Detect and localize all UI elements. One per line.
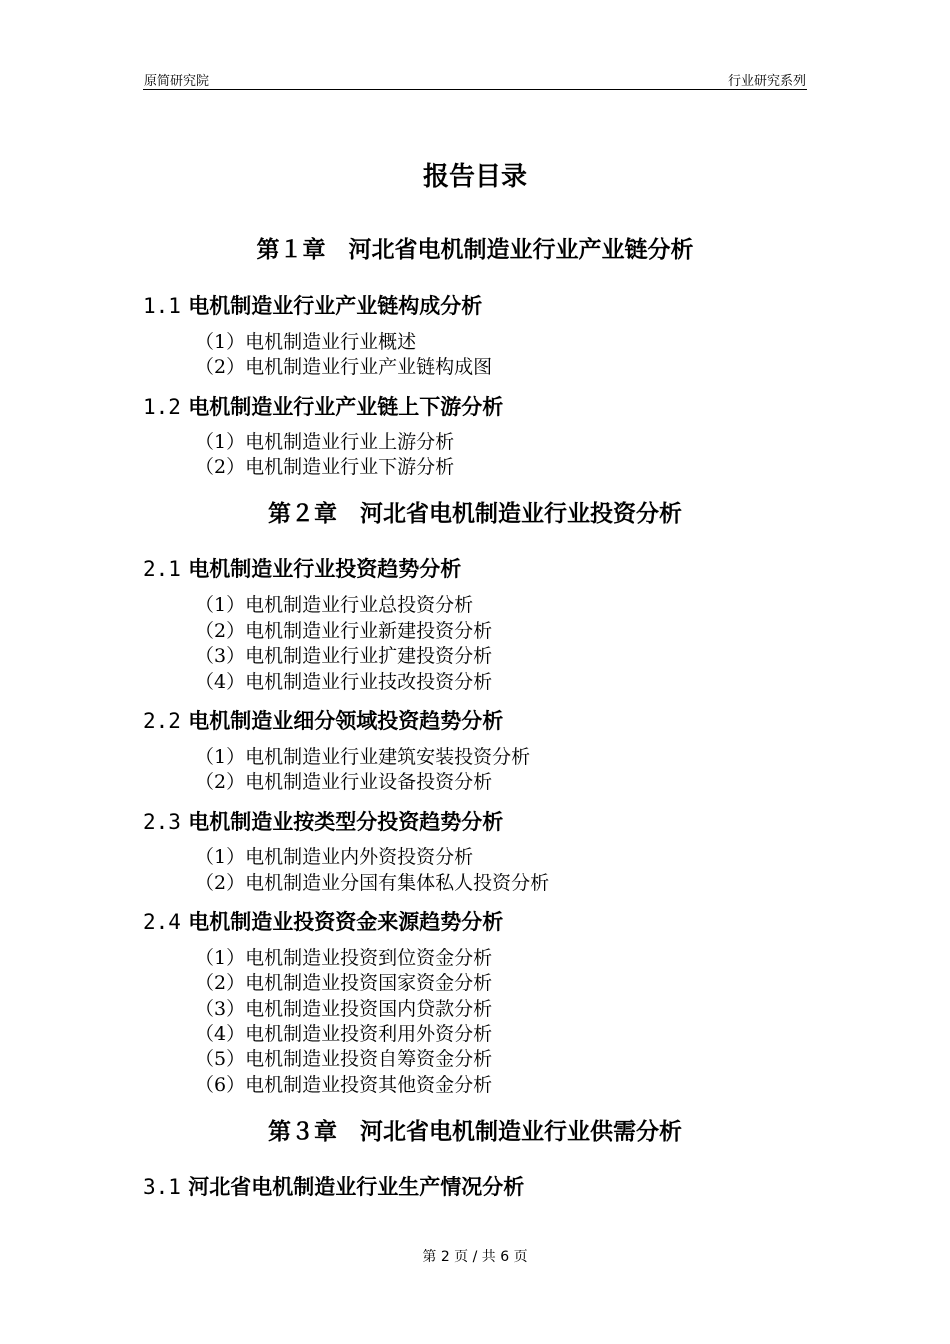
section-number: 2.1 [143,557,181,581]
toc-item: （3）电机制造业投资国内贷款分析 [195,998,493,1020]
toc-item: （1）电机制造业行业建筑安装投资分析 [195,746,531,768]
header-series-name: 行业研究系列 [727,74,806,89]
toc-item: （2）电机制造业分国有集体私人投资分析 [195,872,550,894]
section-number: 2.3 [143,810,181,834]
toc-item: （4）电机制造业投资利用外资分析 [195,1023,493,1045]
section-number: 2.4 [143,910,181,934]
section-title: 电机制造业行业投资趋势分析 [188,557,462,581]
toc-item: （1）电机制造业内外资投资分析 [195,846,474,868]
section-title: 电机制造业行业产业链构成分析 [188,294,483,318]
section-2-2-heading [143,707,503,735]
section-title: 电机制造业行业产业链上下游分析 [188,395,504,419]
section-number: 2.2 [143,709,181,733]
chapter-3-heading: 第３章 河北省电机制造业行业供需分析 [268,1119,682,1145]
section-3-1-heading [143,1173,524,1201]
header-org-name: 原简研究院 [144,74,210,89]
section-2-1-heading [143,555,461,583]
section-2-3-heading [143,808,503,836]
toc-item: （4）电机制造业行业技改投资分析 [195,671,493,693]
page-footer: 第 2 页 / 共 6 页 [422,1249,528,1265]
section-title: 电机制造业细分领域投资趋势分析 [188,709,504,733]
toc-item: （2）电机制造业投资国家资金分析 [195,972,493,994]
toc-item: （2）电机制造业行业下游分析 [195,456,455,478]
toc-item: （1）电机制造业行业上游分析 [195,431,455,453]
toc-item: （5）电机制造业投资自筹资金分析 [195,1048,493,1070]
section-1-2-heading [143,393,503,421]
section-title: 电机制造业投资资金来源趋势分析 [188,910,504,934]
toc-item: （1）电机制造业行业概述 [195,331,417,353]
section-number: 3.1 [143,1175,181,1199]
toc-item: （3）电机制造业行业扩建投资分析 [195,645,493,667]
toc-item: （2）电机制造业行业新建投资分析 [195,620,493,642]
toc-item: （1）电机制造业行业总投资分析 [195,594,474,616]
section-number: 1.1 [143,294,181,318]
section-2-4-heading [143,908,503,936]
chapter-2-heading: 第２章 河北省电机制造业行业投资分析 [268,501,682,527]
toc-item: （6）电机制造业投资其他资金分析 [195,1074,493,1096]
page-header [143,70,807,90]
report-toc-title: 报告目录 [422,162,527,192]
chapter-1-heading: 第１章 河北省电机制造业行业产业链分析 [256,237,694,263]
section-number: 1.2 [143,395,181,419]
toc-item: （2）电机制造业行业设备投资分析 [195,771,493,793]
section-1-1-heading [143,292,482,320]
section-title: 电机制造业按类型分投资趋势分析 [188,810,504,834]
section-title: 河北省电机制造业行业生产情况分析 [188,1175,525,1199]
toc-item: （2）电机制造业行业产业链构成图 [195,356,493,378]
toc-item: （1）电机制造业投资到位资金分析 [195,947,493,969]
